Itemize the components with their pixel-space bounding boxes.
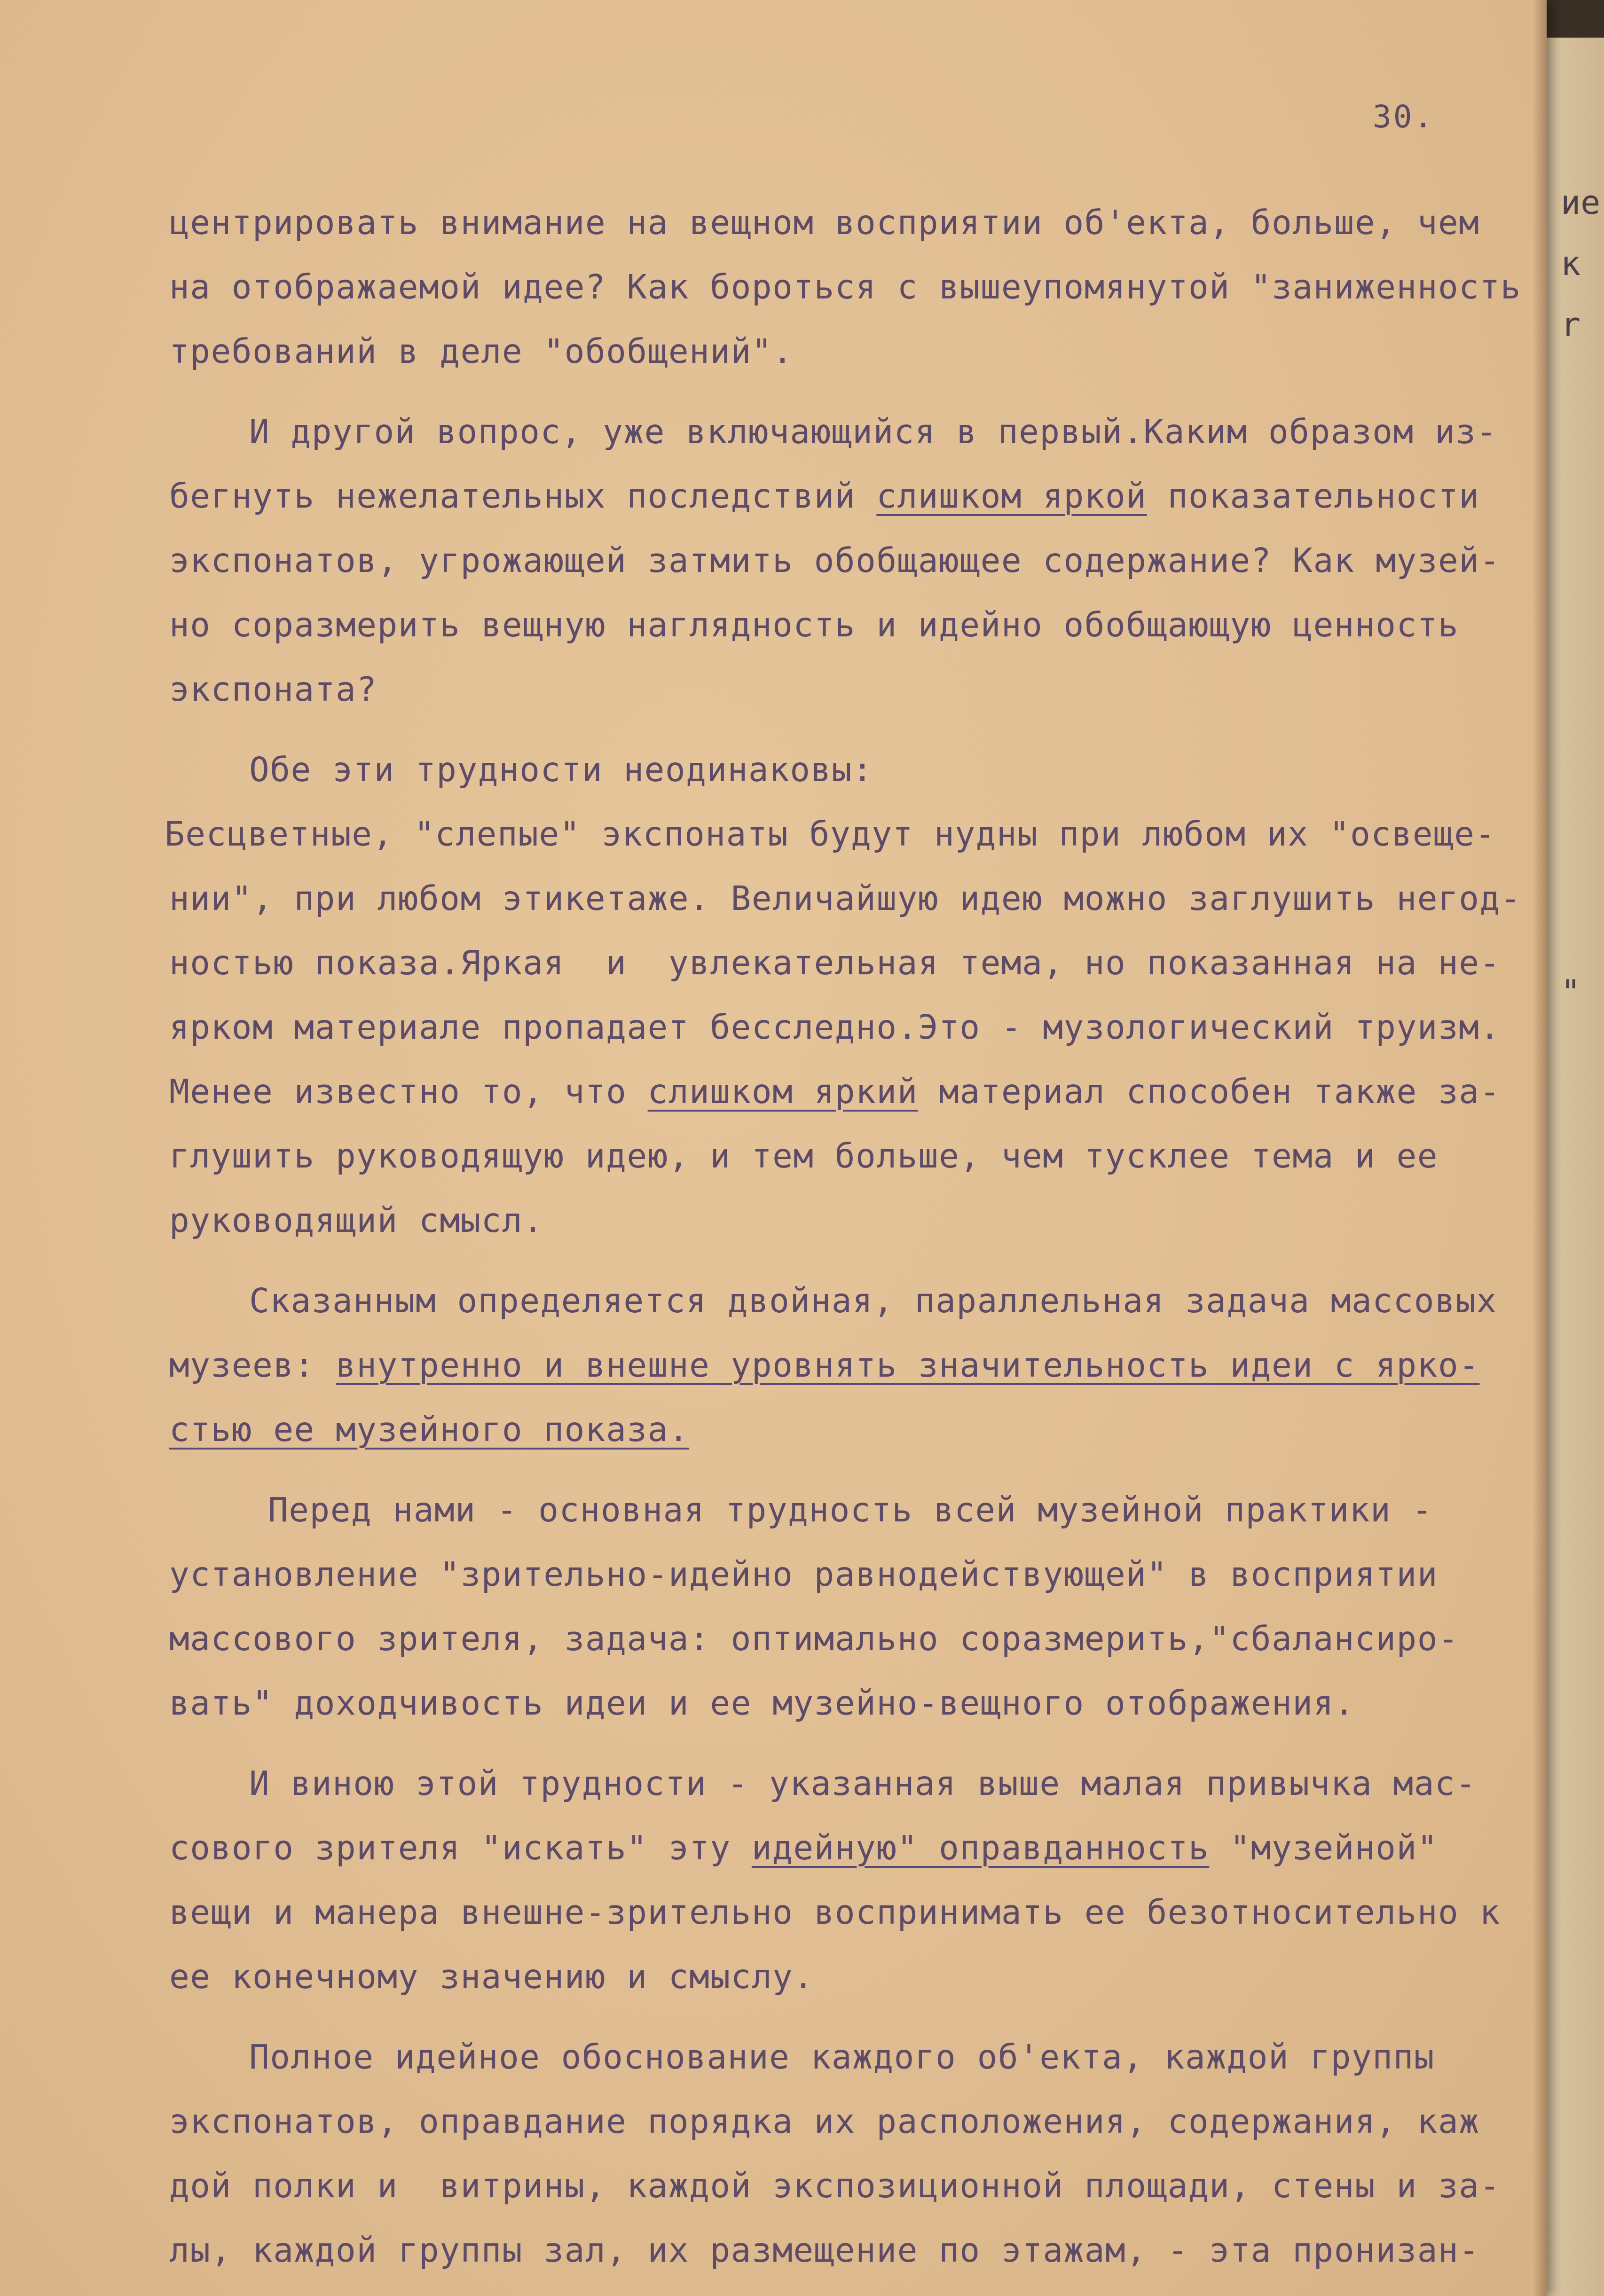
text-run: глушить руководящую идею, и тем больше, чем тусклее тема и ее <box>169 1136 1438 1175</box>
text-run: "музейной" <box>1209 1828 1438 1867</box>
underlying-page-fragment: r <box>1561 306 1581 344</box>
text-line <box>169 2154 1504 2218</box>
text-line <box>169 1816 1504 1880</box>
text-run: материал способен также за- <box>918 1072 1501 1111</box>
text-line <box>169 528 1504 593</box>
text-run: дой полки и витрины, каждой экспозиционной площади, стены и за- <box>169 2166 1501 2205</box>
text-line <box>169 1542 1504 1606</box>
text-run: Менее известно то, что <box>169 1072 648 1111</box>
text-line <box>169 1333 1504 1397</box>
text-run: лы, каждой группы зал, их размещение по этажам, - эта пронизан- <box>169 2231 1480 2270</box>
text-line <box>169 2089 1504 2154</box>
text-line <box>169 190 1504 255</box>
text-run: бегнуть нежелательных последствий <box>169 477 877 516</box>
text-line <box>169 1269 1504 1333</box>
underlined-phrase: стью ее музейного показа. <box>169 1410 690 1449</box>
text-line <box>169 2218 1504 2282</box>
paragraph-gap <box>169 721 1504 737</box>
page-edge <box>1533 0 1547 2296</box>
text-run: экспонатов, угрожающей затмить обобщающее содержание? Как музей- <box>169 541 1501 580</box>
text-run: И виною этой трудности - указанная выше малая привычка мас- <box>249 1764 1477 1803</box>
body-text <box>165 190 1521 2282</box>
text-run: ее конечному значению и смыслу. <box>169 1957 814 1996</box>
text-run: Бесцветные, "слепые" экспонаты будут нудны при любом их "освеще- <box>165 815 1496 854</box>
page-number: 30. <box>1373 99 1435 135</box>
text-run: Полное идейное обоснование каждого об'екта, каждой группы <box>249 2037 1435 2077</box>
underlying-page-fragment: ие <box>1561 183 1601 222</box>
text-run: Сказанным определяется двойная, параллельная задача массовых <box>249 1281 1497 1320</box>
paragraph-gap <box>169 1735 1504 1751</box>
underlying-page-fragment: к <box>1561 244 1581 283</box>
text-line <box>169 1188 1504 1253</box>
text-line <box>169 1751 1504 1816</box>
text-run: центрировать внимание на вещном восприятии об'екта, больше, чем <box>169 203 1480 242</box>
text-line <box>169 1478 1504 1542</box>
paragraph-gap <box>169 1253 1504 1269</box>
text-line <box>169 1124 1504 1188</box>
text-run: экспоната? <box>169 670 377 709</box>
text-line <box>169 1880 1504 1944</box>
paragraph-gap <box>169 1462 1504 1478</box>
text-line <box>169 995 1504 1059</box>
text-line <box>169 931 1504 995</box>
text-run: Перед нами - основная трудность всей музейной практики - <box>268 1490 1433 1529</box>
text-line <box>165 802 1504 866</box>
text-run: требований в деле "обобщений". <box>169 332 794 371</box>
paragraph-gap <box>169 384 1504 400</box>
underlying-page-fragment: " <box>1561 973 1581 1011</box>
text-line <box>169 1059 1504 1124</box>
underlined-phrase: слишком яркой <box>876 477 1147 516</box>
text-run: сового зрителя "искать" эту <box>169 1828 752 1867</box>
text-run: установление "зрительно-идейно равнодействующей" в восприятии <box>169 1555 1438 1594</box>
text-line <box>169 1671 1504 1735</box>
text-run: музеев: <box>169 1346 336 1385</box>
text-run: И другой вопрос, уже включающийся в первый.Каким образом из- <box>249 412 1497 451</box>
text-line <box>169 464 1504 528</box>
underlined-phrase: идейную" оправданность <box>751 1828 1210 1867</box>
text-run: Обе эти трудности неодинаковы: <box>249 750 873 789</box>
text-line <box>169 319 1504 384</box>
text-run: экспонатов, оправдание порядка их расположения, содержания, каж <box>169 2102 1480 2141</box>
text-line <box>169 1944 1504 2009</box>
text-run: показательности <box>1147 477 1480 516</box>
text-run: нии", при любом этикетаже. Величайшую идею можно заглушить негод- <box>169 879 1521 918</box>
text-line <box>169 1606 1504 1671</box>
text-run: вещи и манера внешне-зрительно воспринимать ее безотносительно к <box>169 1893 1501 1932</box>
text-run: на отображаемой идее? Как бороться с вышеупомянутой "заниженность <box>169 267 1521 306</box>
text-run: вать" доходчивость идеи и ее музейно-вещного отображения. <box>169 1684 1355 1723</box>
underlined-phrase: слишком яркий <box>647 1072 918 1111</box>
text-line <box>169 866 1521 931</box>
text-run: массового зрителя, задача: оптимально соразмерить,"сбалансиро- <box>169 1619 1459 1658</box>
text-line <box>169 737 1504 802</box>
text-line <box>169 400 1504 464</box>
text-line <box>169 593 1504 657</box>
text-line <box>169 255 1521 319</box>
text-line <box>169 2025 1504 2089</box>
text-run: руководящий смысл. <box>169 1201 544 1240</box>
text-line <box>169 1397 1504 1462</box>
underlined-phrase: внутренно и внешне уровнять значительность идеи с ярко- <box>335 1346 1480 1385</box>
text-run: ностью показа.Яркая и увлекательная тема, но показанная на не- <box>169 943 1501 982</box>
text-line <box>169 657 1504 721</box>
text-run: но соразмерить вещную наглядность и идейно обобщающую ценность <box>169 605 1459 644</box>
paragraph-gap <box>169 2009 1504 2025</box>
text-run: ярком материале пропадает бесследно.Это - музологический труизм. <box>169 1008 1501 1047</box>
